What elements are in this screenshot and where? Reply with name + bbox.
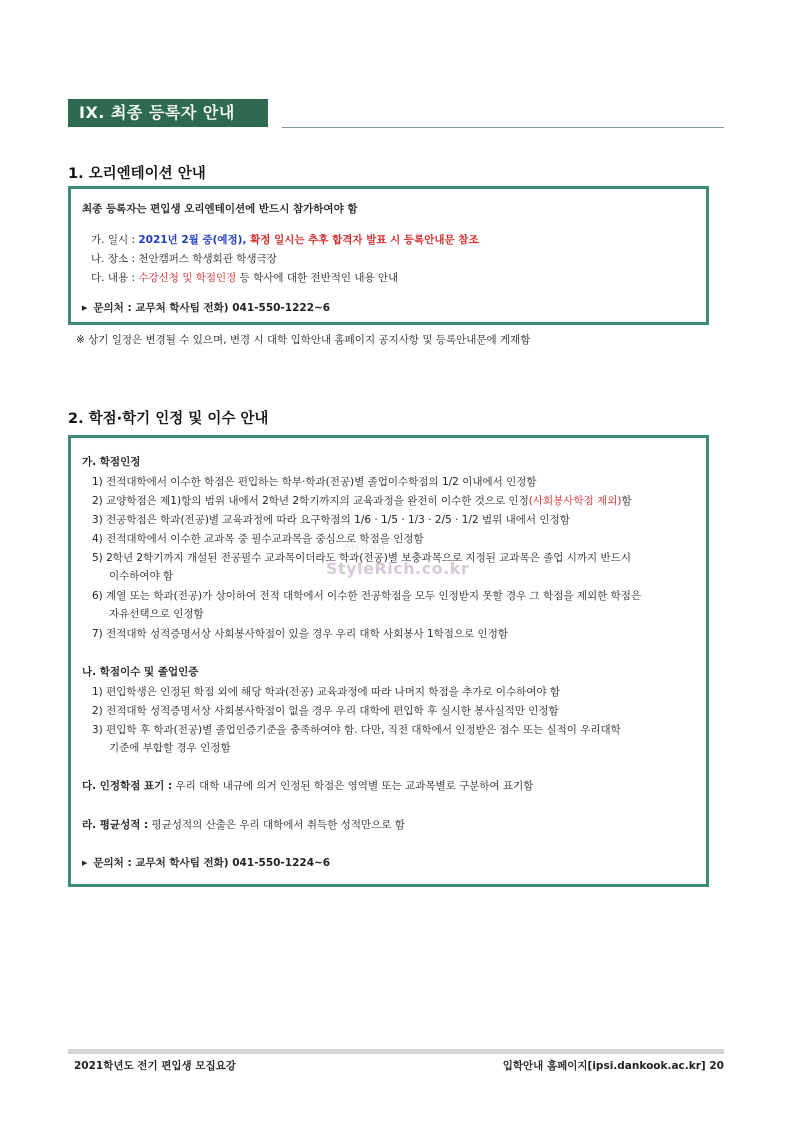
- date-value: 2021년 2월 중(예정),: [138, 234, 251, 246]
- credits-b-item-2: 2) 전적대학 성적증명서상 사회봉사학점이 없을 경우 우리 대학에 편입학 후 실시한 봉사실적만 인정함: [92, 705, 559, 717]
- credits-heading: 2. 학점·학기 인정 및 이수 안내: [68, 411, 269, 427]
- footer-title: 2021학년도 전기 편입생 모집요강: [74, 1060, 236, 1072]
- credits-a-title: 가. 학점인정: [82, 456, 141, 468]
- credits-a-item-7: 7) 전적대학 성적증명서상 사회봉사학점이 있을 경우 우리 대학 사회봉사 1학점으로 인정함: [92, 628, 508, 640]
- credits-b-item-1: 1) 편입학생은 인정된 학점 외에 해당 학과(전공) 교육과정에 따라 나머지 학점을 추가로 이수하여야 함: [92, 686, 561, 698]
- credits-a-item-2-highlight: (사회봉사학점 제외): [528, 495, 622, 507]
- credits-contact: [82, 855, 330, 870]
- orientation-contact-text: 문의처 : 교무처 학사팀 전화) 041-550-1222~6: [93, 302, 331, 314]
- footer-divider: [68, 1049, 724, 1054]
- content-rest: 등 학사에 대한 전반적인 내용 안내: [236, 272, 399, 284]
- title-divider: [282, 127, 724, 128]
- orientation-heading: 1. 오리엔테이션 안내: [68, 166, 206, 182]
- orientation-box: [68, 186, 709, 325]
- credits-box: [68, 435, 709, 887]
- credits-d-text: 평균성적의 산출은 우리 대학에서 취득한 성적만으로 함: [148, 819, 405, 831]
- credits-a-item-1: 1) 전적대학에서 이수한 학점은 편입하는 학부·학과(전공)별 졸업이수학점의 1/2 이내에서 인정함: [92, 476, 537, 488]
- footer-page-info: 입학안내 홈페이지[ipsi.dankook.ac.kr] 20: [502, 1060, 724, 1072]
- orientation-date: [91, 232, 479, 247]
- credits-a-item-3: 3) 전공학점은 학과(전공)별 교육과정에 따라 요구학점의 1/6 · 1/5 · 1/3 · 2/5 · 1/2 범위 내에서 인정함: [92, 514, 570, 526]
- credits-b-item-3: 3) 편입학 후 학과(전공)별 졸업인증기준을 충족하여야 함. 다만, 직전 대학에서 인정받은 점수 또는 실적이 우리대학: [92, 724, 621, 736]
- credits-a-item-4: 4) 전적대학에서 이수한 교과목 중 필수교과목을 중심으로 학점을 인정함: [92, 533, 424, 545]
- section-title: IX. 최종 등록자 안내: [68, 99, 268, 127]
- content-label: 다. 내용 :: [91, 272, 139, 284]
- orientation-intro: 최종 등록자는 편입생 오리엔테이션에 반드시 참가하여야 함: [82, 203, 358, 215]
- bullet-triangle-icon: ▶: [82, 859, 88, 867]
- orientation-contact: [82, 300, 330, 315]
- credits-c-title: 다. 인정학점 표기 :: [82, 780, 173, 792]
- credits-b-title: 나. 학점이수 및 졸업인증: [82, 666, 199, 678]
- orientation-place: 나. 장소 : 천안캠퍼스 학생회관 학생극장: [91, 253, 277, 265]
- watermark: StyleRich.co.kr: [326, 559, 470, 578]
- orientation-content: [91, 270, 398, 285]
- credits-a-item-2-end: 함: [621, 495, 632, 507]
- credits-contact-text: 문의처 : 교무처 학사팀 전화) 041-550-1224~6: [93, 857, 331, 869]
- watermark-korean: 스타일리치: [342, 544, 386, 554]
- credits-a-item-2-text: 2) 교양학점은 제1)항의 범위 내에서 2학년 2학기까지의 교육과정을 완전히 이수한 것으로 인정: [92, 495, 529, 507]
- date-label: 가. 일시 :: [91, 234, 139, 246]
- content-highlight: 수강신청 및 학점인정: [138, 272, 237, 284]
- credits-b-item-3-cont: 기준에 부합할 경우 인정함: [109, 742, 231, 754]
- bullet-triangle-icon: ▶: [82, 304, 88, 312]
- orientation-notice: ※ 상기 일정은 변경될 수 있으며, 변경 시 대학 입학안내 홈페이지 공지사항 및 등록안내문에 게재함: [76, 334, 531, 346]
- credits-a-item-6: 6) 계열 또는 학과(전공)가 상이하여 전적 대학에서 이수한 전공학점을 모두 인정받지 못할 경우 그 학점을 제외한 학점은: [92, 590, 642, 602]
- credits-d: [82, 817, 405, 832]
- credits-d-title: 라. 평균성적 :: [82, 819, 149, 831]
- credits-a-item-6-cont: 자유선택으로 인정함: [109, 608, 204, 620]
- credits-a-item-2: [92, 493, 632, 508]
- credits-c: [82, 778, 533, 793]
- credits-a-item-5: 5) 2학년 2학기까지 개설된 전공필수 교과목이더라도 학과(전공)별 보충과목으로 지정된 교과목은 졸업 시까지 반드시: [92, 552, 631, 564]
- date-note: 확정 일시는 추후 합격자 발표 시 등록안내문 참조: [250, 234, 479, 246]
- credits-a-item-5-cont: 이수하여야 함: [109, 570, 174, 582]
- credits-c-text: 우리 대학 내규에 의거 인정된 학점은 영역별 또는 교과목별로 구분하여 표기함: [172, 780, 534, 792]
